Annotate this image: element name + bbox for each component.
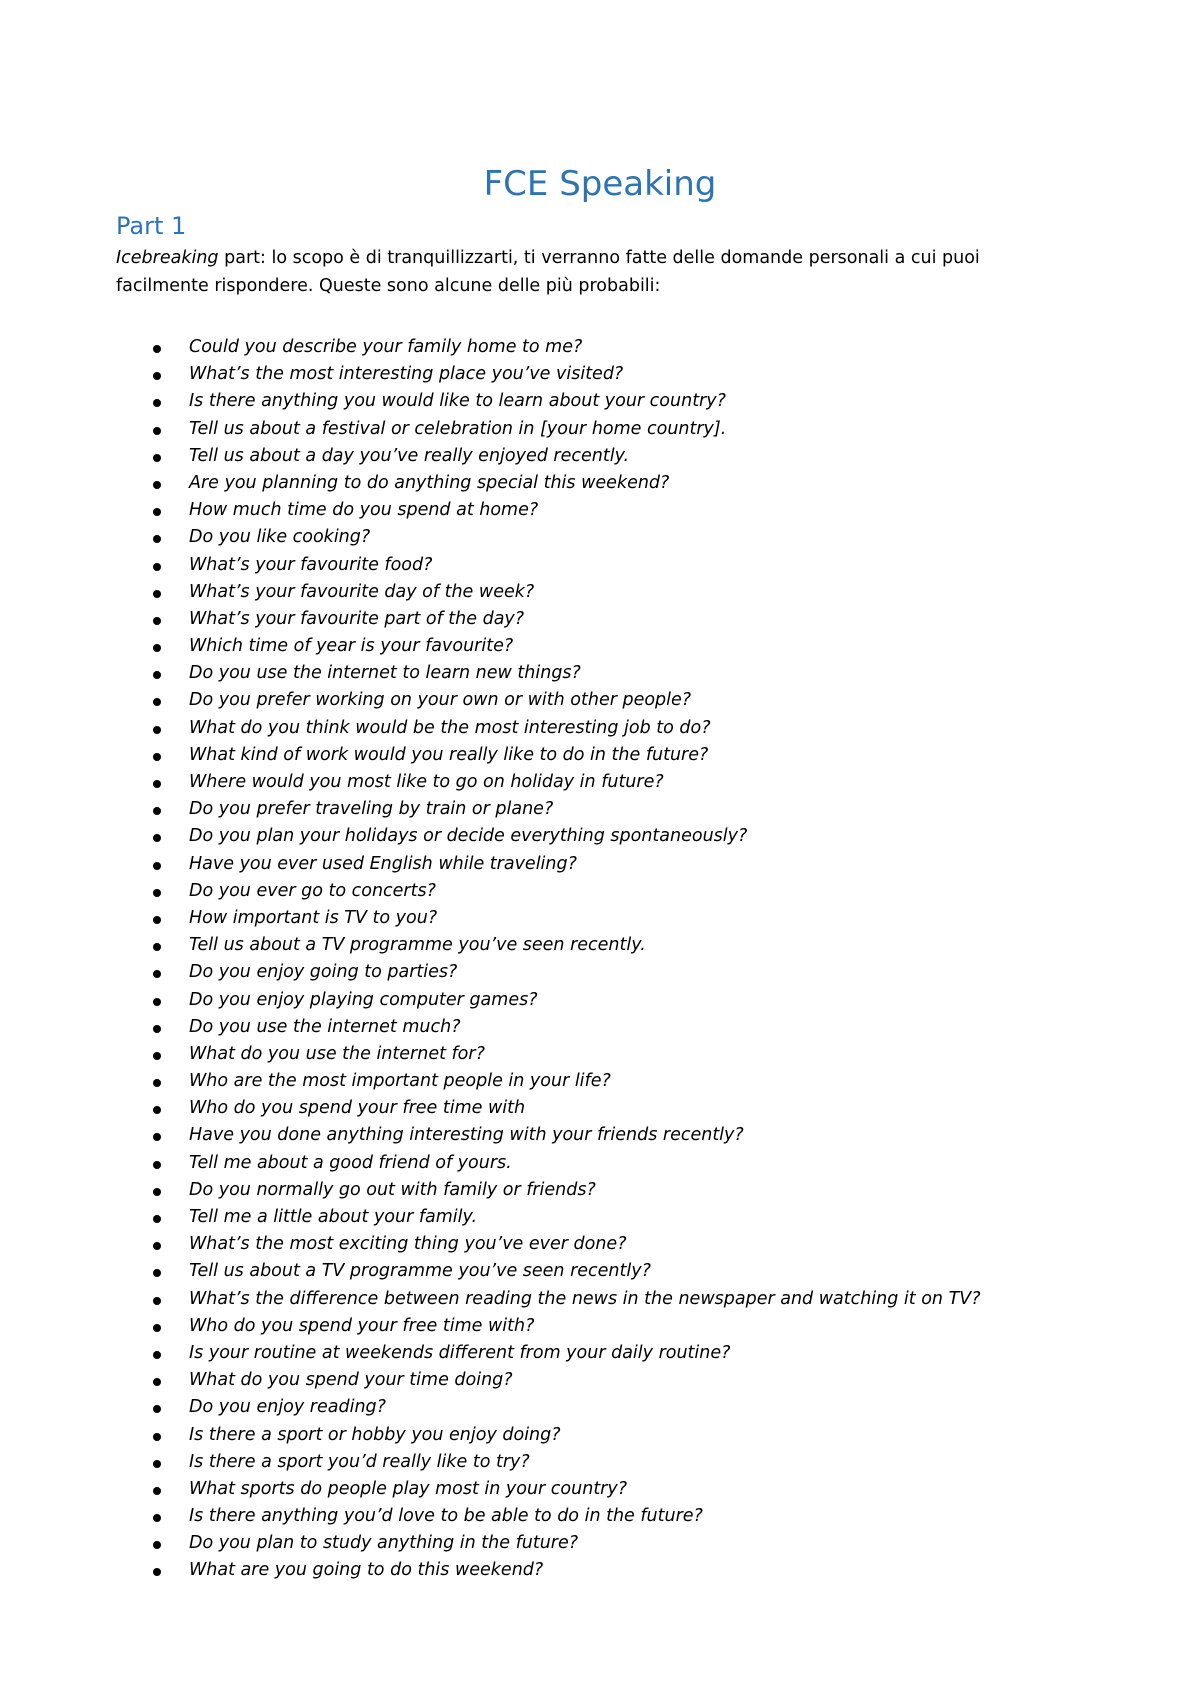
bullet-icon: [153, 1514, 161, 1522]
bullet-icon: [153, 1079, 161, 1087]
question-text: Tell us about a TV programme you’ve seen recently?: [189, 1261, 651, 1282]
question-text: Who are the most important people in your life?: [189, 1071, 611, 1092]
bullet-icon: [153, 889, 161, 897]
question-text: Is there anything you would like to learn about your country?: [189, 391, 726, 412]
list-item: [0, 1068, 1200, 1095]
list-item: [0, 1367, 1200, 1394]
list-item: [0, 1449, 1200, 1476]
list-item: [0, 1530, 1200, 1557]
list-item: [0, 579, 1200, 606]
question-text: What do you spend your time doing?: [189, 1370, 513, 1391]
bullet-icon: [153, 345, 161, 353]
question-text: Have you ever used English while traveling?: [189, 853, 577, 874]
question-text: Tell me a little about your family.: [189, 1207, 478, 1227]
bullet-icon: [153, 644, 161, 652]
list-item: [0, 687, 1200, 714]
list-item: [0, 388, 1200, 415]
bullet-icon: [153, 807, 161, 815]
list-item: [0, 606, 1200, 633]
list-item: [0, 1394, 1200, 1421]
question-text: Tell us about a TV programme you’ve seen recently.: [189, 935, 646, 956]
list-item: [0, 987, 1200, 1014]
question-text: Who do you spend your free time with?: [189, 1315, 535, 1336]
question-text: Tell us about a day you’ve really enjoyed recently.: [189, 445, 630, 466]
list-item: [0, 1422, 1200, 1449]
list-item: [0, 660, 1200, 687]
bullet-icon: [153, 998, 161, 1006]
question-text: Who do you spend your free time with: [189, 1098, 526, 1119]
bullet-icon: [153, 1378, 161, 1386]
question-text: Which time of year is your favourite?: [189, 636, 514, 657]
bullet-icon: [153, 372, 161, 380]
bullet-icon: [153, 916, 161, 924]
list-item: [0, 470, 1200, 497]
question-text: Do you enjoy going to parties?: [189, 962, 458, 983]
list-item: [0, 1014, 1200, 1041]
list-item: [0, 1313, 1200, 1340]
section-heading: Part 1: [116, 212, 187, 240]
bullet-icon: [153, 1297, 161, 1305]
list-item: [0, 443, 1200, 470]
bullet-icon: [153, 563, 161, 571]
question-text: Could you describe your family home to me?: [189, 337, 583, 357]
question-text: What’s the most interesting place you’ve visited?: [189, 364, 624, 385]
question-text: Do you use the internet much?: [189, 1016, 461, 1037]
list-item: [0, 1340, 1200, 1367]
question-text: Do you use the internet to learn new things?: [189, 663, 581, 684]
bullet-icon: [153, 780, 161, 788]
bullet-icon: [153, 399, 161, 407]
question-text: Where would you most like to go on holiday in future?: [189, 772, 664, 792]
list-item: [0, 1204, 1200, 1231]
list-item: [0, 1150, 1200, 1177]
list-item: [0, 552, 1200, 579]
question-text: Tell me about a good friend of yours.: [189, 1152, 512, 1173]
bullet-icon: [153, 1242, 161, 1250]
bullet-icon: [153, 1106, 161, 1114]
list-item: [0, 1286, 1200, 1313]
list-item: [0, 1122, 1200, 1149]
question-text: What’s the most exciting thing you’ve ever done?: [189, 1234, 627, 1255]
bullet-icon: [153, 753, 161, 761]
questions-list: [0, 334, 1200, 1585]
question-text: What kind of work would you really like to do in the future?: [189, 744, 709, 765]
question-text: What’s the difference between reading the news in the newspaper and watching it on TV?: [189, 1288, 981, 1309]
question-text: What are you going to do this weekend?: [189, 1560, 544, 1581]
list-item: [0, 905, 1200, 932]
bullet-icon: [153, 535, 161, 543]
question-text: Do you prefer traveling by train or plane?: [189, 799, 554, 820]
question-text: Do you enjoy reading?: [189, 1397, 386, 1418]
bullet-icon: [153, 617, 161, 625]
question-text: What’s your favourite food?: [189, 554, 433, 575]
list-item: [0, 823, 1200, 850]
list-item: [0, 878, 1200, 905]
question-text: What’s your favourite part of the day?: [189, 608, 525, 629]
list-item: [0, 633, 1200, 660]
list-item: [0, 742, 1200, 769]
bullet-icon: [153, 671, 161, 679]
list-item: [0, 1095, 1200, 1122]
list-item: [0, 524, 1200, 551]
question-text: What do you use the internet for?: [189, 1043, 485, 1064]
intro-paragraph: [116, 244, 1016, 300]
list-item: [0, 416, 1200, 443]
bullet-icon: [153, 1215, 161, 1223]
intro-text: part: lo scopo è di tranquillizzarti, ti verranno fatte delle domande personali a cui puoi facilmente rispondere. Queste sono alcune delle più probabili:: [116, 248, 980, 296]
bullet-icon: [153, 834, 161, 842]
bullet-icon: [153, 943, 161, 951]
bullet-icon: [153, 590, 161, 598]
bullet-icon: [153, 1541, 161, 1549]
list-item: [0, 932, 1200, 959]
question-text: Have you done anything interesting with your friends recently?: [189, 1125, 744, 1146]
list-item: [0, 1258, 1200, 1285]
list-item: [0, 851, 1200, 878]
list-item: [0, 959, 1200, 986]
list-item: [0, 1503, 1200, 1530]
bullet-icon: [153, 1405, 161, 1413]
bullet-icon: [153, 1324, 161, 1332]
bullet-icon: [153, 970, 161, 978]
bullet-icon: [153, 1052, 161, 1060]
bullet-icon: [153, 1351, 161, 1359]
question-text: How important is TV to you?: [189, 907, 438, 928]
list-item: [0, 1231, 1200, 1258]
question-text: Is there a sport or hobby you enjoy doing?: [189, 1424, 561, 1445]
bullet-icon: [153, 481, 161, 489]
question-text: Is your routine at weekends different from your daily routine?: [189, 1342, 731, 1363]
question-text: What’s your favourite day of the week?: [189, 581, 535, 602]
list-item: [0, 769, 1200, 796]
question-text: Do you prefer working on your own or with other people?: [189, 690, 692, 711]
bullet-icon: [153, 1269, 161, 1277]
document-title: FCE Speaking: [483, 164, 717, 204]
question-text: Is there anything you’d love to be able to do in the future?: [189, 1506, 703, 1527]
bullet-icon: [153, 862, 161, 870]
question-text: Do you plan your holidays or decide everything spontaneously?: [189, 826, 748, 847]
question-text: What sports do people play most in your country?: [189, 1478, 628, 1499]
list-item: [0, 1557, 1200, 1584]
list-item: [0, 334, 1200, 361]
question-text: Do you normally go out with family or friends?: [189, 1179, 596, 1200]
bullet-icon: [153, 1460, 161, 1468]
list-item: [0, 497, 1200, 524]
question-text: Do you enjoy playing computer games?: [189, 989, 538, 1010]
question-text: What do you think would be the most interesting job to do?: [189, 717, 711, 738]
bullet-icon: [153, 698, 161, 706]
question-text: Tell us about a festival or celebration in [your home country].: [189, 418, 727, 439]
bullet-icon: [153, 1433, 161, 1441]
bullet-icon: [153, 454, 161, 462]
question-text: How much time do you spend at home?: [189, 500, 539, 521]
bullet-icon: [153, 1487, 161, 1495]
intro-italic-lead: Icebreaking: [116, 248, 219, 268]
list-item: [0, 1041, 1200, 1068]
bullet-icon: [153, 726, 161, 734]
bullet-icon: [153, 1133, 161, 1141]
bullet-icon: [153, 1161, 161, 1169]
question-text: Do you like cooking?: [189, 527, 371, 548]
bullet-icon: [153, 1188, 161, 1196]
bullet-icon: [153, 427, 161, 435]
question-text: Do you ever go to concerts?: [189, 880, 436, 901]
list-item: [0, 1476, 1200, 1503]
question-text: Are you planning to do anything special this weekend?: [189, 472, 670, 493]
list-item: [0, 361, 1200, 388]
bullet-icon: [153, 508, 161, 516]
list-item: [0, 1177, 1200, 1204]
bullet-icon: [153, 1568, 161, 1576]
question-text: Is there a sport you’d really like to try?: [189, 1451, 530, 1472]
list-item: [0, 796, 1200, 823]
bullet-icon: [153, 1025, 161, 1033]
list-item: [0, 715, 1200, 742]
question-text: Do you plan to study anything in the future?: [189, 1533, 579, 1554]
